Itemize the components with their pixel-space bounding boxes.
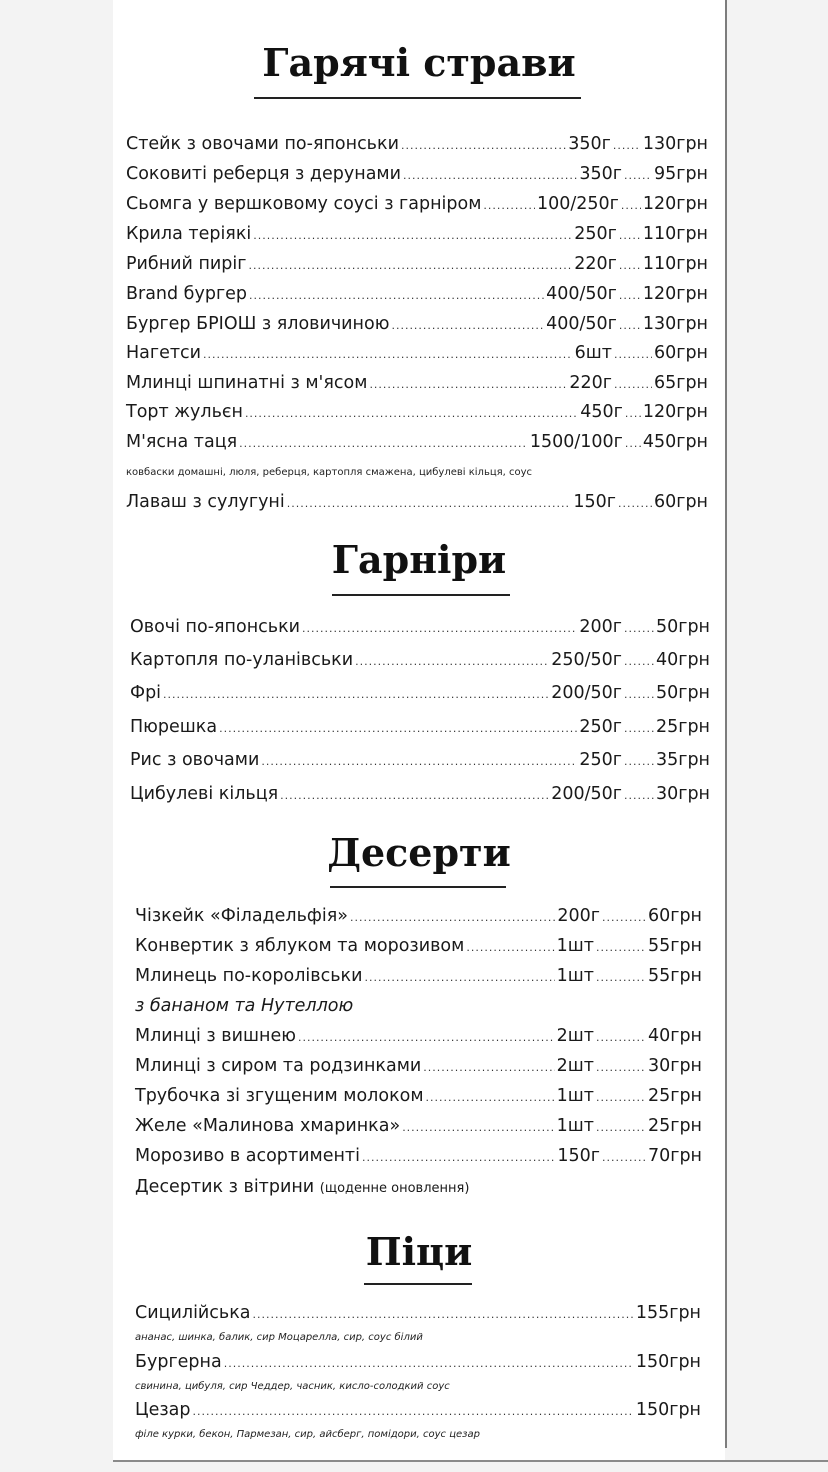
item-weight: 200г bbox=[579, 617, 622, 637]
item-price: 65грн bbox=[653, 373, 708, 393]
dot-leader bbox=[625, 401, 641, 427]
item-name: Нагетси bbox=[126, 343, 202, 363]
dot-leader bbox=[239, 431, 528, 457]
item-price: 130грн bbox=[642, 134, 708, 154]
menu-item bbox=[130, 747, 710, 775]
item-name: Чізкейк «Філадельфія» bbox=[135, 906, 348, 926]
item-price: 110грн bbox=[642, 254, 708, 274]
menu-item bbox=[126, 489, 708, 517]
item-price: 130грн bbox=[642, 314, 708, 334]
menu-item bbox=[126, 429, 708, 457]
dot-leader bbox=[619, 253, 641, 279]
item-price: 95грн bbox=[653, 164, 708, 184]
item-note: свинина, цибуля, сир Чеддер, часник, кисло-солодкий соус bbox=[135, 1381, 450, 1392]
item-weight: 6шт bbox=[574, 343, 612, 363]
dot-leader bbox=[596, 1025, 646, 1051]
item-weight: 2шт bbox=[556, 1026, 594, 1046]
item-name: Конвертик з яблуком та морозивом bbox=[135, 936, 465, 956]
item-note: ананас, шинка, балик, сир Моцарелла, сир, соус білий bbox=[135, 1332, 423, 1343]
menu-item bbox=[126, 399, 708, 427]
item-price: 30грн bbox=[655, 784, 710, 804]
section-underline-sides bbox=[332, 594, 510, 596]
dot-leader bbox=[253, 223, 572, 249]
menu-item bbox=[130, 781, 710, 809]
dot-leader bbox=[402, 1115, 554, 1141]
dot-leader bbox=[619, 223, 641, 249]
dot-leader bbox=[596, 1055, 646, 1081]
dot-leader bbox=[483, 193, 535, 219]
item-name: Млинці з сиром та родзинками bbox=[135, 1056, 422, 1076]
dot-leader bbox=[613, 133, 641, 159]
section-title-sides: Гарніри bbox=[331, 537, 507, 582]
item-note: ковбаски домашні, люля, реберця, картопля смажена, цибулеві кільця, соус bbox=[126, 467, 533, 478]
menu-item bbox=[126, 221, 708, 249]
item-price: 70грн bbox=[647, 1146, 702, 1166]
item-weight: 350г bbox=[579, 164, 622, 184]
dot-leader bbox=[287, 491, 572, 517]
item-price: 40грн bbox=[647, 1026, 702, 1046]
item-price: 110грн bbox=[642, 224, 708, 244]
dot-leader bbox=[369, 372, 567, 398]
dot-leader bbox=[596, 1115, 646, 1141]
page-edge-right bbox=[725, 0, 727, 1448]
item-weight: 1шт bbox=[556, 936, 594, 956]
item-weight: 1шт bbox=[556, 966, 594, 986]
item-price: 150грн bbox=[635, 1352, 701, 1372]
showcase-name: Десертик з вітрини bbox=[135, 1177, 315, 1197]
dot-leader bbox=[355, 649, 549, 675]
item-weight: 250г bbox=[579, 717, 622, 737]
item-weight: 200/50г bbox=[551, 784, 622, 804]
item-weight: 1500/100г bbox=[529, 432, 623, 452]
dot-leader bbox=[614, 372, 652, 398]
item-name: Brand бургер bbox=[126, 284, 248, 304]
dot-leader bbox=[401, 133, 566, 159]
item-name: Крила теріякі bbox=[126, 224, 252, 244]
dot-leader bbox=[391, 313, 544, 339]
menu-item bbox=[126, 311, 708, 339]
item-price: 120грн bbox=[642, 284, 708, 304]
dot-leader bbox=[624, 783, 654, 809]
item-price: 55грн bbox=[647, 936, 702, 956]
dot-leader bbox=[625, 431, 641, 457]
dot-leader bbox=[621, 193, 641, 219]
dot-leader bbox=[249, 283, 544, 309]
item-name: Цезар bbox=[135, 1400, 191, 1420]
page-edge-bottom bbox=[113, 1460, 828, 1462]
menu-item bbox=[135, 1023, 702, 1051]
item-weight: 1шт bbox=[556, 1116, 594, 1136]
item-price: 40грн bbox=[655, 650, 710, 670]
dot-leader bbox=[602, 1145, 646, 1171]
item-price: 120грн bbox=[642, 194, 708, 214]
dot-leader bbox=[224, 1351, 634, 1377]
item-price: 35грн bbox=[655, 750, 710, 770]
dot-leader bbox=[261, 749, 577, 775]
item-name: Бургер БРІОШ з яловичиною bbox=[126, 314, 390, 334]
item-price: 30грн bbox=[647, 1056, 702, 1076]
menu-item bbox=[126, 191, 708, 219]
dot-leader bbox=[302, 616, 577, 642]
item-name: Пюрешка bbox=[130, 717, 218, 737]
item-weight: 220г bbox=[574, 254, 617, 274]
dot-leader bbox=[362, 1145, 555, 1171]
item-weight: 250г bbox=[574, 224, 617, 244]
dot-leader bbox=[596, 935, 646, 961]
item-weight: 2шт bbox=[556, 1056, 594, 1076]
menu-item bbox=[126, 131, 708, 159]
item-price: 150грн bbox=[635, 1400, 701, 1420]
item-weight: 400/50г bbox=[546, 314, 617, 334]
menu-item bbox=[130, 714, 710, 742]
dot-leader bbox=[219, 716, 577, 742]
item-name: Стейк з овочами по-японськи bbox=[126, 134, 399, 154]
menu-item bbox=[135, 1349, 701, 1377]
section-title-desserts: Десерти bbox=[327, 830, 511, 875]
showcase-note: (щоденне оновлення) bbox=[319, 1181, 470, 1196]
item-name: Морозиво в асортименті bbox=[135, 1146, 360, 1166]
item-name: Картопля по-уланівськи bbox=[130, 650, 354, 670]
item-note: філе курки, бекон, Пармезан, сир, айсберг, помідори, соус цезар bbox=[135, 1429, 480, 1440]
item-name: Рис з овочами bbox=[130, 750, 260, 770]
menu-item bbox=[135, 903, 702, 931]
dot-leader bbox=[624, 616, 654, 642]
item-weight: 450г bbox=[580, 402, 623, 422]
dot-leader bbox=[426, 1085, 555, 1111]
menu-item bbox=[135, 1143, 702, 1171]
item-price: 50грн bbox=[655, 683, 710, 703]
item-weight: 150г bbox=[573, 492, 616, 512]
dot-leader bbox=[614, 342, 652, 368]
item-weight: 350г bbox=[568, 134, 611, 154]
dot-leader bbox=[298, 1025, 555, 1051]
menu-item bbox=[130, 647, 710, 675]
dot-leader bbox=[245, 401, 578, 427]
dot-leader bbox=[624, 682, 654, 708]
item-price: 155грн bbox=[635, 1303, 701, 1323]
dot-leader bbox=[350, 905, 555, 931]
item-price: 25грн bbox=[647, 1116, 702, 1136]
item-price: 60грн bbox=[653, 492, 708, 512]
item-weight: 250/50г bbox=[551, 650, 622, 670]
section-underline-hot bbox=[254, 97, 581, 99]
dot-leader bbox=[193, 1399, 634, 1425]
item-weight: 200г bbox=[557, 906, 600, 926]
item-subtitle: з бананом та Нутеллою bbox=[135, 996, 354, 1016]
item-name: Млинці з вишнею bbox=[135, 1026, 296, 1046]
item-name: Бургерна bbox=[135, 1352, 222, 1372]
item-weight: 400/50г bbox=[546, 284, 617, 304]
item-name: Лаваш з сулугуні bbox=[126, 492, 285, 512]
dot-leader bbox=[596, 1085, 646, 1111]
dot-leader bbox=[602, 905, 646, 931]
item-weight: 1шт bbox=[556, 1086, 594, 1106]
item-name: Млинець по-королівськи bbox=[135, 966, 363, 986]
menu-item bbox=[135, 1397, 701, 1425]
item-price: 60грн bbox=[653, 343, 708, 363]
menu-item bbox=[135, 1113, 702, 1141]
section-underline-desserts bbox=[330, 886, 506, 888]
item-price: 60грн bbox=[647, 906, 702, 926]
section-title-hot: Гарячі страви bbox=[262, 40, 576, 85]
dot-leader bbox=[280, 783, 549, 809]
showcase-dessert bbox=[135, 1174, 469, 1202]
item-price: 450грн bbox=[642, 432, 708, 452]
dot-leader bbox=[619, 283, 641, 309]
section-underline-pizza bbox=[364, 1283, 472, 1285]
dot-leader bbox=[248, 253, 572, 279]
dot-leader bbox=[618, 491, 652, 517]
menu-item bbox=[126, 161, 708, 189]
item-price: 50грн bbox=[655, 617, 710, 637]
item-weight: 220г bbox=[569, 373, 612, 393]
item-name: Желе «Малинова хмаринка» bbox=[135, 1116, 401, 1136]
item-price: 25грн bbox=[655, 717, 710, 737]
item-price: 55грн bbox=[647, 966, 702, 986]
item-price: 25грн bbox=[647, 1086, 702, 1106]
menu-item bbox=[130, 680, 710, 708]
item-weight: 150г bbox=[557, 1146, 600, 1166]
item-name: Млинці шпинатні з м'ясом bbox=[126, 373, 368, 393]
item-name: Сицилійська bbox=[135, 1303, 251, 1323]
menu-item bbox=[126, 251, 708, 279]
dot-leader bbox=[624, 649, 654, 675]
menu-item bbox=[135, 1053, 702, 1081]
dot-leader bbox=[624, 716, 654, 742]
item-name: Соковиті реберця з дерунами bbox=[126, 164, 401, 184]
menu-item bbox=[130, 614, 710, 642]
menu-item bbox=[126, 281, 708, 309]
item-name: Цибулеві кільця bbox=[130, 784, 279, 804]
item-price: 120грн bbox=[642, 402, 708, 422]
dot-leader bbox=[163, 682, 549, 708]
item-weight: 200/50г bbox=[551, 683, 622, 703]
item-name: Рибний пиріг bbox=[126, 254, 247, 274]
item-name: Овочі по-японськи bbox=[130, 617, 301, 637]
menu-item bbox=[135, 963, 702, 991]
dot-leader bbox=[619, 313, 641, 339]
dot-leader bbox=[203, 342, 573, 368]
menu-item bbox=[135, 933, 702, 961]
item-name: Торт жульєн bbox=[126, 402, 243, 422]
item-name: Сьомга у вершковому соусі з гарніром bbox=[126, 194, 482, 214]
menu-item bbox=[126, 370, 708, 398]
menu-item bbox=[135, 1300, 701, 1328]
dot-leader bbox=[253, 1302, 634, 1328]
menu-item bbox=[126, 340, 708, 368]
dot-leader bbox=[624, 163, 652, 189]
item-name: М'ясна таця bbox=[126, 432, 238, 452]
dot-leader bbox=[403, 163, 577, 189]
dot-leader bbox=[423, 1055, 554, 1081]
section-title-pizza: Піци bbox=[365, 1229, 473, 1274]
item-weight: 100/250г bbox=[536, 194, 619, 214]
item-weight: 250г bbox=[579, 750, 622, 770]
item-name: Фрі bbox=[130, 683, 162, 703]
item-name: Трубочка зі згущеним молоком bbox=[135, 1086, 424, 1106]
dot-leader bbox=[466, 935, 554, 961]
dot-leader bbox=[364, 965, 554, 991]
dot-leader bbox=[596, 965, 646, 991]
menu-item bbox=[135, 1083, 702, 1111]
dot-leader bbox=[624, 749, 654, 775]
